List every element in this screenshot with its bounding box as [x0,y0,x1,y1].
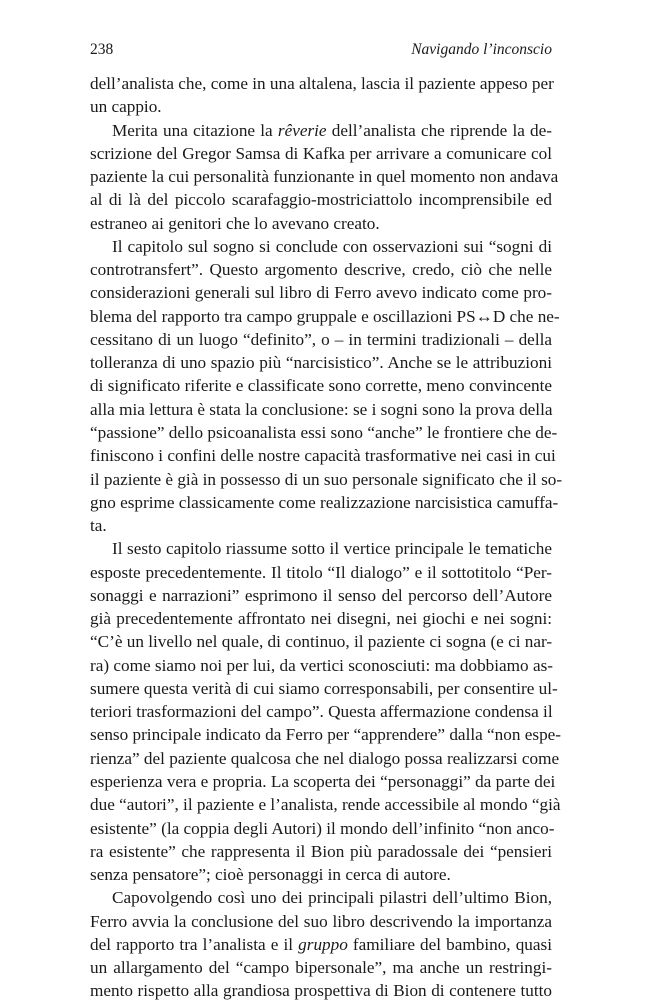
text-line: ra) come siamo noi per lui, da vertici sconosciuti: ma dobbiamo as- [90,655,553,675]
paragraph [90,537,562,886]
text-line: estraneo ai genitori che lo avevano creato. [90,213,380,233]
text-line: due “autori”, il paziente e l’analista, rende accessibile al mondo “già [90,795,561,815]
italic-term: rêverie [277,120,327,140]
paragraph [90,235,563,537]
text-line: gno esprime classicamente come realizzazione narcisistica camuffa- [90,492,559,512]
text-line: di significato riferite e classificate sono corrette, meno convincente [90,376,552,396]
text-line: del rapporto tra l’analista e il gruppo familiare del bambino, quasi [90,934,552,954]
text-line: teriori trasformazioni del campo”. Questa affermazione condensa il [90,702,553,722]
paragraph [90,119,559,235]
text-line: tolleranza di uno spazio più “narcisistico”. Anche se le attribuzioni [90,353,552,373]
text-line: un cappio. [90,97,162,117]
text-line: esposte precedentemente. Il titolo “Il dialogo” e il sottotitolo “Per- [90,562,552,582]
text-line: il paziente è già in possesso di un suo personale significato che il so- [90,469,563,489]
text-line: Ferro avvia la conclusione del suo libro descrivendo la importanza [90,911,552,931]
text-line: sonaggi e narrazioni” esprimono il senso del percorso dell’Autore [90,585,552,605]
text-line: già precedentemente affrontato nei disegni, nei giochi e nei sogni: [90,609,552,629]
paragraph [90,72,552,119]
text-line: Il sesto capitolo riassume sotto il vertice principale le tematiche [112,539,552,559]
text-line: cessitano di un luogo “definito”, o – in termini tradizionali – della [90,329,552,349]
page-number: 238 [90,41,114,58]
text-line: senso principale indicato da Ferro per “apprendere” dalla “non espe- [90,725,562,745]
text-line: finiscono i confini delle nostre capacità trasformative nei casi in cui [90,446,556,466]
text-line: blema del rapporto tra campo gruppale e oscillazioni PS↔D che ne- [90,306,560,326]
italic-term: gruppo [298,934,348,954]
running-title: Navigando l’inconscio [411,41,552,58]
text-line: ta. [90,516,107,536]
text-line: Il capitolo sul sogno si conclude con osservazioni sui “sogni di [112,236,552,256]
text-line: al di là del piccolo scarafaggio-mostriciattolo incomprensibile ed [90,190,552,210]
text-line: Merita una citazione la rêverie dell’analista che riprende la de- [112,120,553,140]
text-line: Capovolgendo così uno dei principali pilastri dell’ultimo Bion, [112,888,552,908]
text-line: “C’è un livello nel quale, di continuo, il paziente ci sogna (e ci nar- [90,632,553,652]
paragraph [90,886,552,1002]
text-line: paziente la cui personalità funzionante in quel momento non andava [90,167,559,187]
text-line: alla mia lettura è stata la conclusione: se i sogni sono la prova della [90,399,553,419]
text-line: scrizione del Gregor Samsa di Kafka per arrivare a comunicare col [90,143,552,163]
text-line: esperienza vera e propria. La scoperta dei “personaggi” da parte dei [90,771,556,791]
text-line: un allargamento del “campo bipersonale”, ma anche un restringi- [90,958,552,978]
text-line: controtransfert”. Questo argomento descrive, credo, ciò che nelle [90,260,552,280]
running-header [90,40,552,60]
text-line: mento rispetto alla grandiosa prospettiva di Bion di contenere tutto [90,981,552,1001]
text-line: considerazioni generali sul libro di Ferro avevo indicato come pro- [90,283,552,303]
text-line: “passione” dello psicoanalista essi sono “anche” le frontiere che de- [90,422,558,442]
text-line: senza pensatore”; cioè personaggi in cerca di autore. [90,865,451,885]
text-line: esistente” (la coppia degli Autori) il mondo dell’infinito “non anco- [90,818,555,838]
text-line: rienza” del paziente qualcosa che nel dialogo possa realizzarsi come [90,748,560,768]
text-line: sumere questa verità di cui siamo corresponsabili, per consentire ul- [90,678,558,698]
body-text [90,72,563,1003]
book-page [90,40,563,1003]
text-line: ra esistente” che rappresenta il Bion più paradossale dei “pensieri [90,841,552,861]
text-line: dell’analista che, come in una altalena, lascia il paziente appeso per [90,74,554,93]
